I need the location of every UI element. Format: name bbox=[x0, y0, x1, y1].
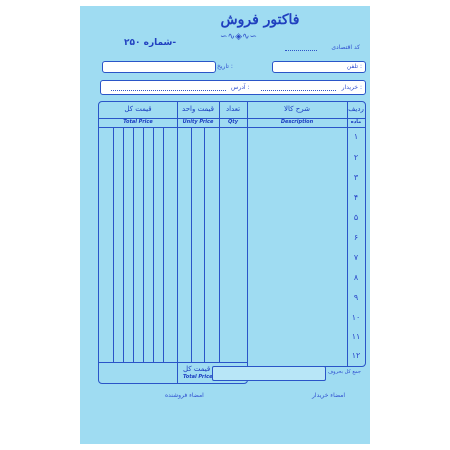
row-number: ۹ bbox=[353, 293, 359, 302]
invoice-number-value: ۲۵۰- bbox=[124, 38, 177, 48]
invoice-sheet bbox=[80, 6, 370, 444]
items-table bbox=[98, 101, 366, 367]
row-number: ۱ bbox=[353, 132, 359, 141]
row-number: ۵ bbox=[353, 213, 359, 222]
footer-total-label-en: Total Price bbox=[183, 374, 213, 380]
col-sep-desc bbox=[247, 102, 248, 366]
unit-subcol-2 bbox=[204, 127, 205, 366]
header-unit-price-en: Unity Price bbox=[182, 119, 214, 125]
economic-code-line bbox=[285, 50, 317, 51]
total-subcol-4 bbox=[143, 127, 144, 366]
sum-in-words-field[interactable] bbox=[212, 366, 326, 381]
phone-field[interactable] bbox=[272, 61, 366, 73]
buyer-signature: امضاء خریدار bbox=[312, 392, 346, 399]
total-subcol-3 bbox=[133, 127, 134, 366]
row-number: ۴ bbox=[353, 193, 359, 202]
header-line-2 bbox=[99, 127, 365, 128]
footer-total-label: قیمت کل bbox=[183, 365, 211, 373]
header-row bbox=[347, 105, 365, 113]
row-number: ۷ bbox=[353, 253, 359, 262]
unit-subcol-1 bbox=[191, 127, 192, 366]
header-qty-en: Qty bbox=[228, 119, 238, 125]
header-qty: تعداد bbox=[225, 105, 241, 113]
invoice-number bbox=[120, 38, 176, 48]
phone-label: تلفن : bbox=[346, 63, 362, 70]
footer-sep bbox=[177, 363, 178, 383]
header-unit-price: قیمت واحد bbox=[182, 105, 214, 113]
date-field[interactable] bbox=[102, 61, 216, 73]
address-line bbox=[111, 90, 226, 91]
row-number: ۱۲ bbox=[351, 351, 361, 360]
title-ornament: ∽∿◈∿∽ bbox=[220, 32, 258, 42]
invoice-number-label: شماره bbox=[143, 38, 173, 48]
row-number: ۲ bbox=[353, 153, 359, 162]
col-sep-row bbox=[347, 102, 348, 366]
buyer-label: خریدار : bbox=[341, 84, 362, 91]
header-total-price-en: Total Price bbox=[123, 119, 153, 125]
seller-signature: امضاء فروشنده bbox=[165, 392, 204, 399]
header-total-price: قیمت کل bbox=[124, 105, 152, 113]
header-description-en: Description bbox=[280, 119, 314, 125]
total-subcol-2 bbox=[123, 127, 124, 366]
economic-code-label: کد اقتصادی bbox=[331, 44, 360, 51]
row-number: ۶ bbox=[353, 233, 359, 242]
total-subcol-5 bbox=[153, 127, 154, 366]
header-row-sub: ماده bbox=[350, 119, 362, 125]
total-subcol-1 bbox=[113, 127, 114, 366]
row-number: ۳ bbox=[353, 173, 359, 182]
date-label: تاریخ : bbox=[217, 63, 233, 70]
total-subcol-6 bbox=[163, 127, 164, 366]
row-number: ۱۱ bbox=[351, 332, 361, 341]
header-description: شرح کالا bbox=[284, 105, 310, 113]
col-sep-unit bbox=[177, 102, 178, 366]
buyer-field[interactable] bbox=[100, 80, 366, 95]
sum-in-words-label: جمع کل بحروف bbox=[328, 369, 361, 375]
row-number: ۱۰ bbox=[351, 313, 361, 322]
row-number: ۸ bbox=[353, 273, 359, 282]
header-row-label: ردیف bbox=[348, 105, 364, 113]
invoice-title: فاکتور فروش bbox=[220, 12, 300, 28]
col-sep-qty bbox=[219, 102, 220, 366]
address-label: آدرس : bbox=[231, 84, 250, 91]
buyer-line bbox=[261, 90, 336, 91]
